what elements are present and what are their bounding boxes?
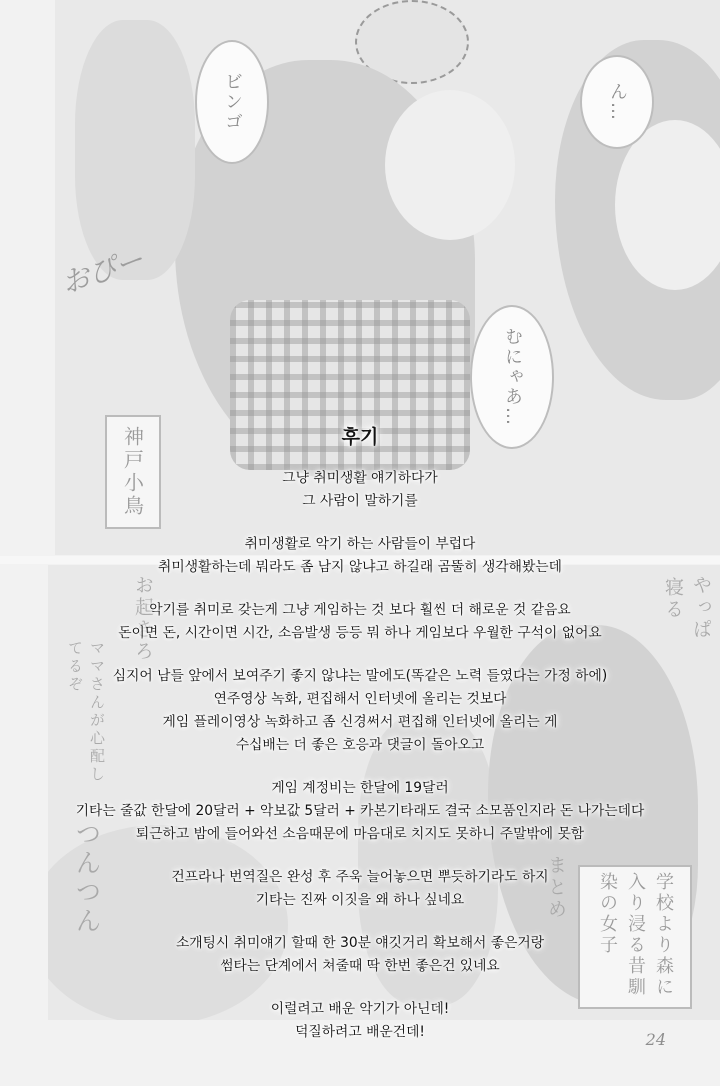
girl-face-art	[385, 90, 515, 240]
afterword-line: 게임 계정비는 한달에 19달러	[271, 780, 449, 796]
vertical-text-yappa: やっぱ	[690, 575, 712, 641]
afterword-paragraph	[60, 665, 660, 757]
afterword-line: 그냥 취미생활 얘기하다가	[282, 470, 438, 486]
afterword-paragraph	[60, 777, 660, 846]
afterword-line: 퇴근하고 밤에 들어와선 소음때문에 마음대로 치지도 못하니 주말밖에 못함	[135, 826, 585, 842]
afterword-line: 악기를 취미로 갖는게 그냥 게임하는 것 보다 훨씬 더 해로운 것 같음요	[149, 602, 571, 618]
vertical-text-fragments: まとめ	[545, 855, 567, 921]
afterword-line: 연주영상 녹화, 편집해서 인터넷에 올리는 것보다	[213, 691, 507, 707]
speech-bubble-bingo	[195, 40, 269, 164]
afterword-paragraph	[60, 998, 660, 1044]
afterword-line: 취미생활로 악기 하는 사람들이 부럽다	[244, 536, 476, 552]
afterword-line: 썸타는 단계에서 쳐줄때 딱 한번 좋은건 있네요	[220, 958, 500, 974]
speech-bubble-text: むにゃあ…	[502, 327, 523, 427]
afterword-body	[60, 467, 660, 1044]
afterword-line: 수십배는 더 좋은 호응과 댓글이 돌아오고	[235, 737, 485, 753]
afterword-paragraph	[60, 533, 660, 579]
name-caption-text: 神戸小鳥	[120, 426, 145, 518]
speech-bubble-text: ん…	[607, 82, 628, 122]
afterword-line: 게임 플레이영상 녹화하고 좀 신경써서 편집해 인터넷에 올리는 게	[162, 714, 558, 730]
vertical-text-tsun: つんつん	[71, 820, 101, 936]
school-caption-text: 学校より森に入り浸る昔馴染の女子	[597, 872, 674, 998]
afterword-line: 돈이면 돈, 시간이면 시간, 소음발생 등등 뭐 하나 게임보다 우월한 구석이 없어요	[118, 625, 602, 641]
page-number: 24	[645, 1030, 666, 1049]
afterword-title: 후기	[341, 426, 379, 448]
afterword-paragraph	[60, 932, 660, 978]
vertical-text-mama: ママさんが心配してるぞ	[66, 640, 106, 784]
afterword-line: 취미생활하는데 뭐라도 좀 남지 않냐고 하길래 곰뚤히 생각해봤는데	[158, 559, 562, 575]
afterword-paragraph	[60, 866, 660, 912]
speech-bubble-text: ビンゴ	[222, 72, 243, 132]
afterword-line: 기타는 진짜 이짓을 왜 하나 싶네요	[255, 892, 465, 908]
afterword-line: 그 사람이 말하기를	[302, 493, 418, 509]
afterword-line: 이럴려고 배운 악기가 아닌데!	[270, 1001, 450, 1017]
vertical-text-neru: 寝る	[662, 577, 684, 621]
sound-effect-opi: おぴー	[57, 242, 148, 301]
afterword-line: 건프라나 번역질은 완성 후 주욱 늘어놓으면 뿌듯하기라도 하지	[171, 869, 549, 885]
afterword-overlay	[60, 422, 660, 1064]
speech-bubble-n	[580, 55, 654, 149]
afterword-line: 소개팅시 취미얘기 할때 한 30분 얘깃거리 확보해서 좋은거랑	[175, 935, 545, 951]
afterword-line: 덕질하려고 배운건데!	[295, 1024, 425, 1040]
afterword-line: 심지어 남들 앞에서 보여주기 좋지 않냐는 말에도(똑같은 노력 들였다는 가정 하에)	[112, 668, 608, 684]
afterword-line: 기타는 줄값 한달에 20달러 + 악보값 5달러 + 카본기타래도 결국 소모품인지라 돈 나가는데다	[75, 803, 645, 819]
afterword-paragraph	[60, 599, 660, 645]
afterword-paragraph	[60, 467, 660, 513]
vertical-text-okiro: お起きろ	[132, 575, 154, 663]
